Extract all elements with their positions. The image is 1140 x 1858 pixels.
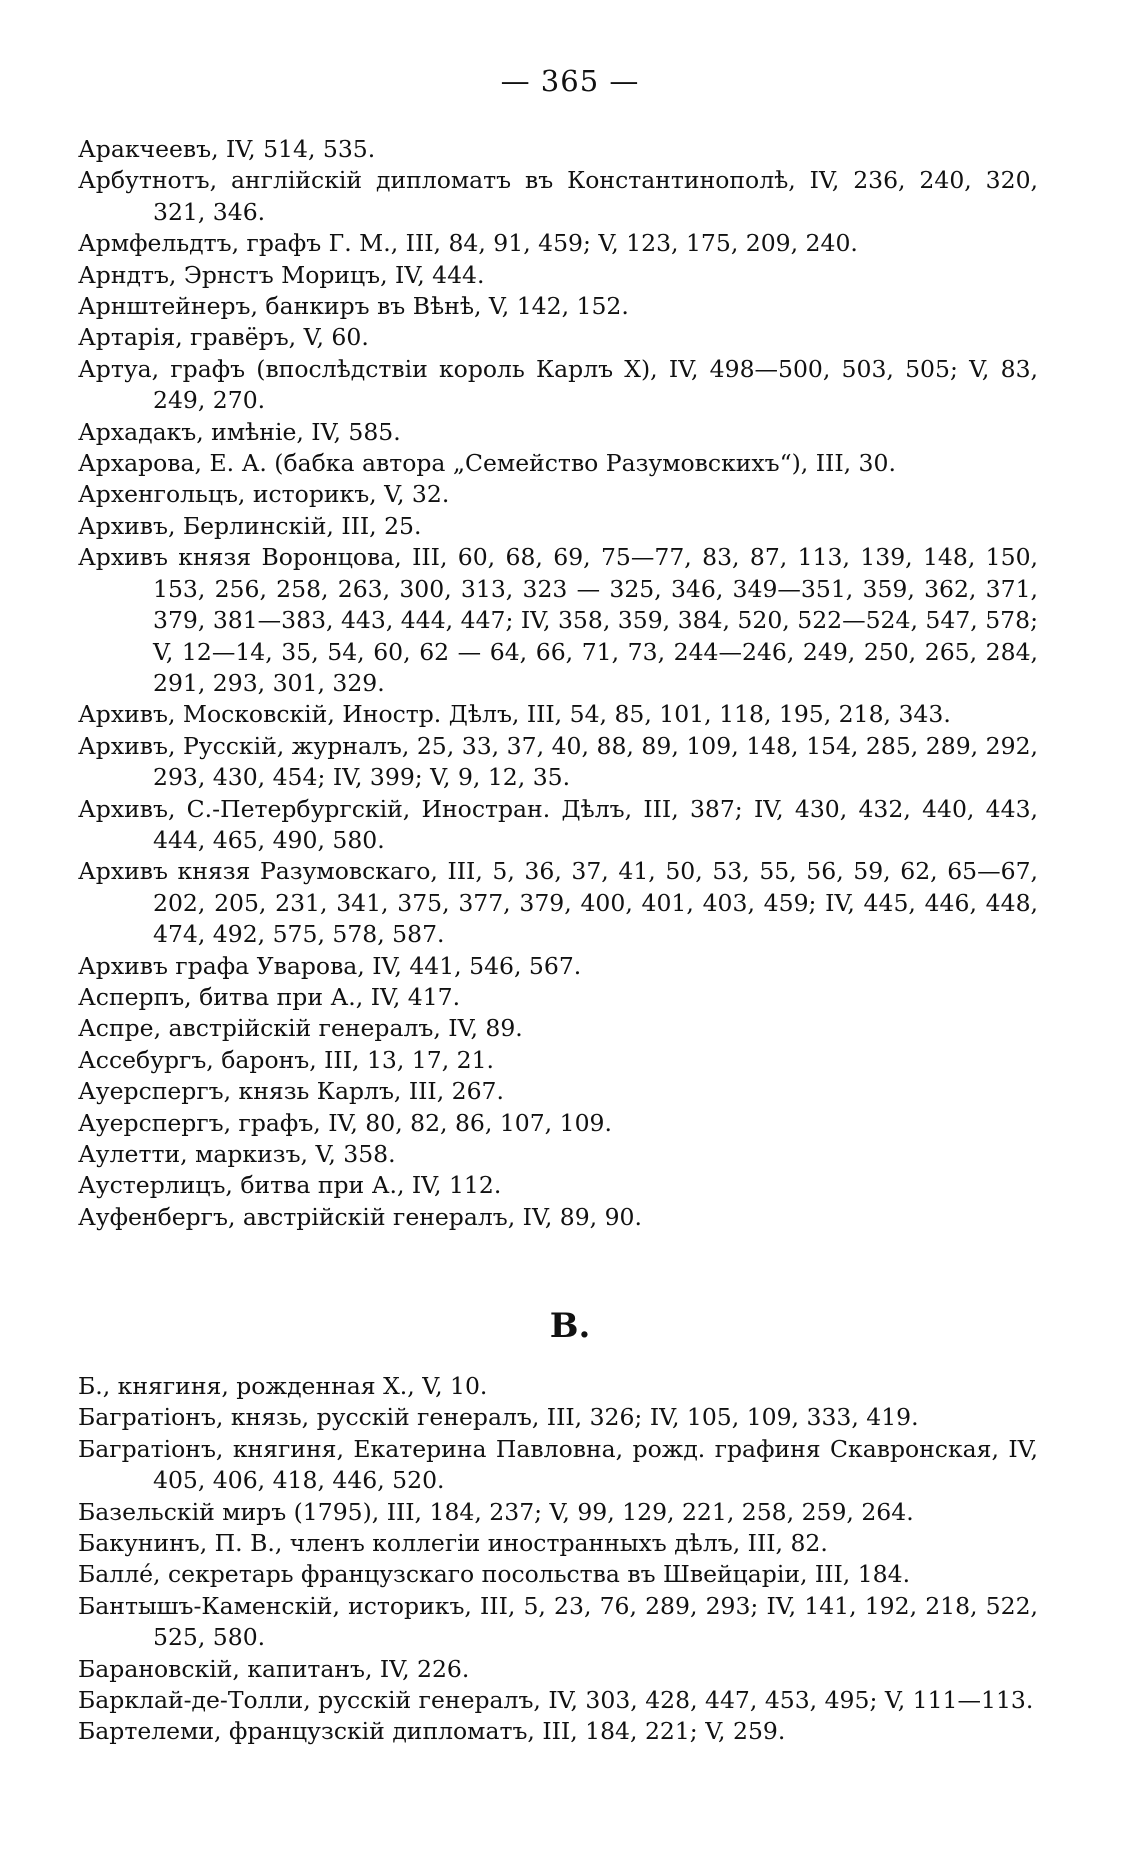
index-entry: Бартелеми, французскій дипломатъ, III, 184, 221; V, 259. (78, 1717, 786, 1746)
index-entry: Базельскій миръ (1795), III, 184, 237; V, 99, 129, 221, 258, 259, 264. (78, 1497, 914, 1526)
page-number: — 365 — (500, 64, 640, 98)
index-entry: Бакунинъ, П. В., членъ коллегіи иностранныхъ дѣлъ, III, 82. (78, 1529, 828, 1558)
index-entry: Архивъ, Берлинскій, III, 25. (78, 511, 422, 540)
index-entry: Ауерспергъ, графъ, IV, 80, 82, 86, 107, 109. (78, 1108, 612, 1137)
index-entry: Ауфенбергъ, австрійскій генералъ, IV, 89, 90. (78, 1202, 642, 1231)
index-entry: Барановскій, капитанъ, IV, 226. (78, 1654, 470, 1683)
index-entry: Артуа, графъ (впослѣдствіи король Карлъ X), IV, 498—500, 503, 505; V, 83, 249, 270. (78, 354, 1038, 415)
index-entry: Аракчеевъ, IV, 514, 535. (78, 135, 376, 163)
index-entry: Балле́, секретарь французскаго посольства въ Швейцаріи, III, 184. (78, 1560, 911, 1589)
index-entry: Архарова, Е. А. (бабка автора „Семейство Разумовскихъ“), III, 30. (78, 449, 896, 478)
index-entry: Архадакъ, имѣніе, IV, 585. (78, 417, 401, 446)
index-entry: Архивъ князя Разумовскаго, III, 5, 36, 37, 41, 50, 53, 55, 56, 59, 62, 65—67, 202, 205, 231, 341, 375, 377, 379, 400, 401, 403, 459; IV, 445, 446, 448, 474, 492, 575, 578, 587. (78, 857, 1038, 949)
index-entry: Арбутнотъ, англійскій дипломатъ въ Константинополѣ, IV, 236, 240, 320, 321, 346. (78, 166, 1038, 226)
index-entry: Армфельдтъ, графъ Г. М., III, 84, 91, 459; V, 123, 175, 209, 240. (78, 229, 858, 258)
index-entry: Артарія, гравёръ, V, 60. (78, 323, 369, 352)
index-entry: Арнштейнеръ, банкиръ въ Вѣнѣ, V, 142, 152. (78, 292, 629, 321)
index-entry: Архивъ графа Уварова, IV, 441, 546, 567. (78, 951, 582, 980)
index-entry: Архивъ князя Воронцова, III, 60, 68, 69, 75—77, 83, 87, 113, 139, 148, 150, 153, 256, 258, 263, 300, 313, 323 — 325, 346, 349—351, 359, 362, 371, 379, 381—383, 443, 444, 447; IV, 358, 359, 384, 520, 522—524, 547, 578; V, 12—14, 35, 54, 60, 62 — 64, 66, 71, 73, 244—246, 249, 250, 265, 284, 291, 293, 301, 329. (78, 543, 1038, 697)
index-entry: Багратіонъ, княгиня, Екатерина Павловна, рожд. графиня Скавронская, IV, 405, 406, 418, 446, 520. (78, 1434, 1038, 1495)
index-entry: Асперпъ, битва при А., IV, 417. (78, 982, 461, 1011)
index-entry: Архенгольцъ, историкъ, V, 32. (78, 480, 450, 509)
section-heading-b: B. (549, 1306, 591, 1346)
index-entry: Барклай-де-Толли, русскій генералъ, IV, 303, 428, 447, 453, 495; V, 111—113. (78, 1686, 1034, 1715)
index-entry: Аустерлицъ, битва при А., IV, 112. (78, 1171, 502, 1200)
index-entry: Аспре, австрійскій генералъ, IV, 89. (78, 1014, 523, 1043)
index-entry: Багратіонъ, князь, русскій генералъ, III, 326; IV, 105, 109, 333, 419. (78, 1403, 919, 1432)
index-entry: Б., княгиня, рожденная Х., V, 10. (78, 1372, 488, 1400)
index-section-a (78, 134, 1038, 1233)
index-entry: Ауерспергъ, князь Карлъ, III, 267. (78, 1077, 504, 1106)
index-entry: Ассебургъ, баронъ, III, 13, 17, 21. (78, 1045, 495, 1074)
index-entry: Аулетти, маркизъ, V, 358. (78, 1140, 396, 1168)
index-section-b (78, 1371, 1038, 1748)
index-entry: Бантышъ-Каменскій, историкъ, III, 5, 23, 76, 289, 293; IV, 141, 192, 218, 522, 525, 580. (78, 1591, 1038, 1652)
index-entry: Арндтъ, Эрнстъ Морицъ, IV, 444. (78, 260, 485, 289)
index-entry: Архивъ, Русскій, журналъ, 25, 33, 37, 40, 88, 89, 109, 148, 154, 285, 289, 292, 293, 430, 454; IV, 399; V, 9, 12, 35. (78, 731, 1038, 792)
index-entry: Архивъ, С.-Петербургскій, Иностран. Дѣлъ, III, 387; IV, 430, 432, 440, 443, 444, 465, 490, 580. (78, 794, 1038, 854)
index-entry: Архивъ, Московскій, Иностр. Дѣлъ, III, 54, 85, 101, 118, 195, 218, 343. (78, 700, 951, 729)
